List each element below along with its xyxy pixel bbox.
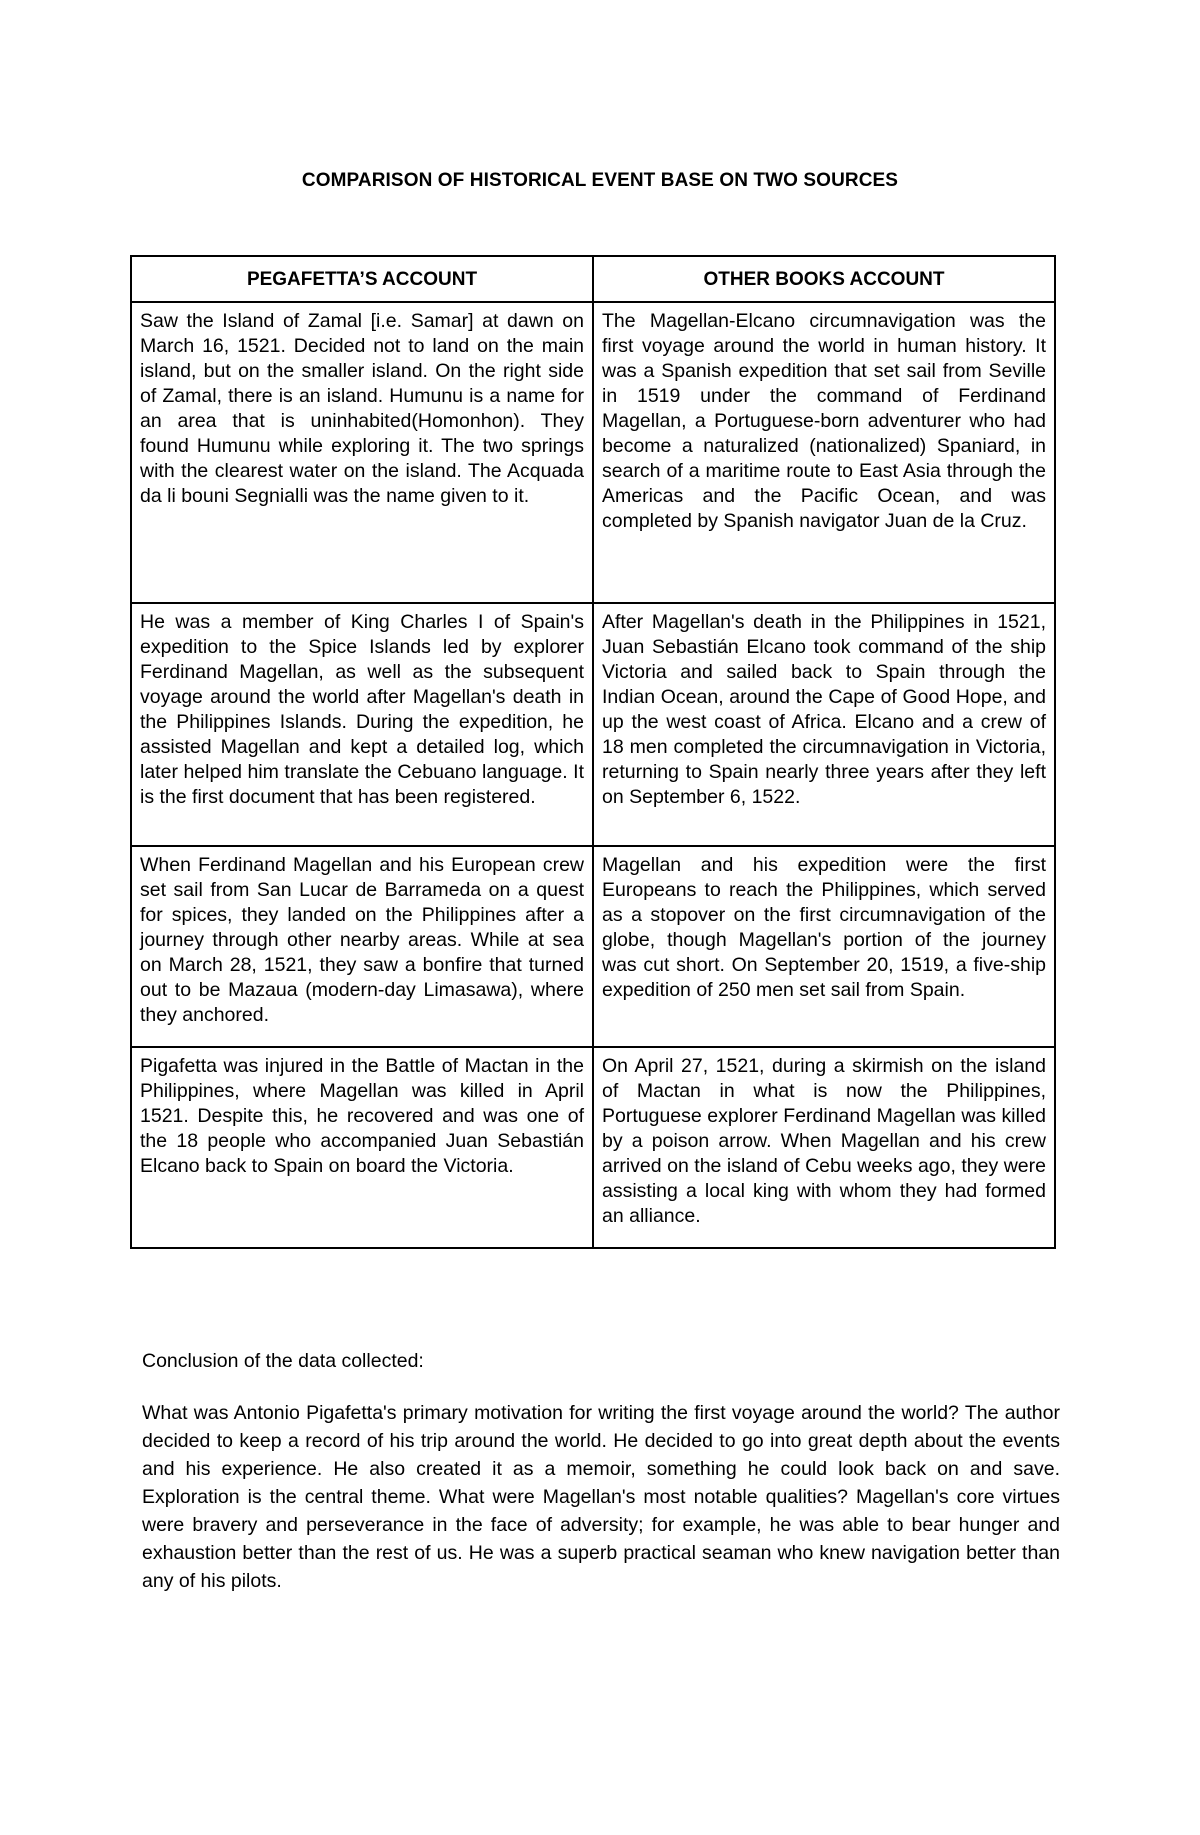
table-row xyxy=(131,846,1055,1047)
conclusion-heading: Conclusion of the data collected: xyxy=(142,1350,424,1372)
table-cell-pegafetta: He was a member of King Charles I of Spain's expedition to the Spice Islands led by explorer Ferdinand Magellan, as well as the subsequent voyage around the world after Magellan's death in the Philippines Islands. During the expedition, he assisted Magellan and kept a detailed log, which later helped him translate the Cebuano language. It is the first document that has been registered. xyxy=(131,603,593,846)
table-cell-pegafetta: When Ferdinand Magellan and his European crew set sail from San Lucar de Barrameda on a quest for spices, they landed on the Philippines after a journey through other nearby areas. While at sea on March 28, 1521, they saw a bonfire that turned out to be Mazaua (modern-day Limasawa), where they anchored. xyxy=(131,846,593,1047)
table-header-row xyxy=(131,256,1055,302)
table-cell-other-books: On April 27, 1521, during a skirmish on the island of Mactan in what is now the Philippines, Portuguese explorer Ferdinand Magellan was killed by a poison arrow. When Magellan and his crew arrived on the island of Cebu weeks ago, they were assisting a local king with whom they had formed an alliance. xyxy=(593,1047,1055,1248)
table-cell-other-books: The Magellan-Elcano circumnavigation was the first voyage around the world in human history. It was a Spanish expedition that set sail from Seville in 1519 under the command of Ferdinand Magellan, a Portuguese-born adventurer who had become a naturalized (nationalized) Spaniard, in search of a maritime route to East Asia through the Americas and the Pacific Ocean, and was completed by Spanish navigator Juan de la Cruz. xyxy=(593,302,1055,603)
table-row xyxy=(131,1047,1055,1248)
table-row xyxy=(131,302,1055,603)
page-title: COMPARISON OF HISTORICAL EVENT BASE ON TWO SOURCES xyxy=(301,170,899,191)
table-cell-pegafetta: Saw the Island of Zamal [i.e. Samar] at dawn on March 16, 1521. Decided not to land on the main island, but on the smaller island. On the right side of Zamal, there is an island. Humunu is a name for an area that is uninhabited(Homonhon). They found Humunu while exploring it. The two springs with the clearest water on the island. The Acquada da li bouni Segnialli was the name given to it. xyxy=(131,302,593,603)
table-cell-other-books: Magellan and his expedition were the first Europeans to reach the Philippines, which served as a stopover on the first circumnavigation of the globe, though Magellan's portion of the journey was cut short. On September 20, 1519, a five-ship expedition of 250 men set sail from Spain. xyxy=(593,846,1055,1047)
column-header-pegafetta: PEGAFETTA’S ACCOUNT xyxy=(131,256,593,302)
table-cell-other-books: After Magellan's death in the Philippines in 1521, Juan Sebastián Elcano took command of the ship Victoria and sailed back to Spain through the Indian Ocean, around the Cape of Good Hope, and up the west coast of Africa. Elcano and a crew of 18 men completed the circumnavigation in Victoria, returning to Spain nearly three years after they left on September 6, 1522. xyxy=(593,603,1055,846)
table-row xyxy=(131,603,1055,846)
column-header-other-books: OTHER BOOKS ACCOUNT xyxy=(593,256,1055,302)
table-cell-pegafetta: Pigafetta was injured in the Battle of Mactan in the Philippines, where Magellan was killed in April 1521. Despite this, he recovered and was one of the 18 people who accompanied Juan Sebastián Elcano back to Spain on board the Victoria. xyxy=(131,1047,593,1248)
conclusion-body: What was Antonio Pigafetta's primary motivation for writing the first voyage around the world? The author decided to keep a record of his trip around the world. He decided to go into great depth about the events and his experience. He also created it as a memoir, something he could look back on and save. Exploration is the central theme. What were Magellan's most notable qualities? Magellan's core virtues were bravery and perseverance in the face of adversity; for example, he was able to bear hunger and exhaustion better than the rest of us. He was a superb practical seaman who knew navigation better than any of his pilots. xyxy=(142,1402,1060,1592)
conclusion-section xyxy=(142,1347,1060,1595)
comparison-table xyxy=(130,255,1056,1249)
